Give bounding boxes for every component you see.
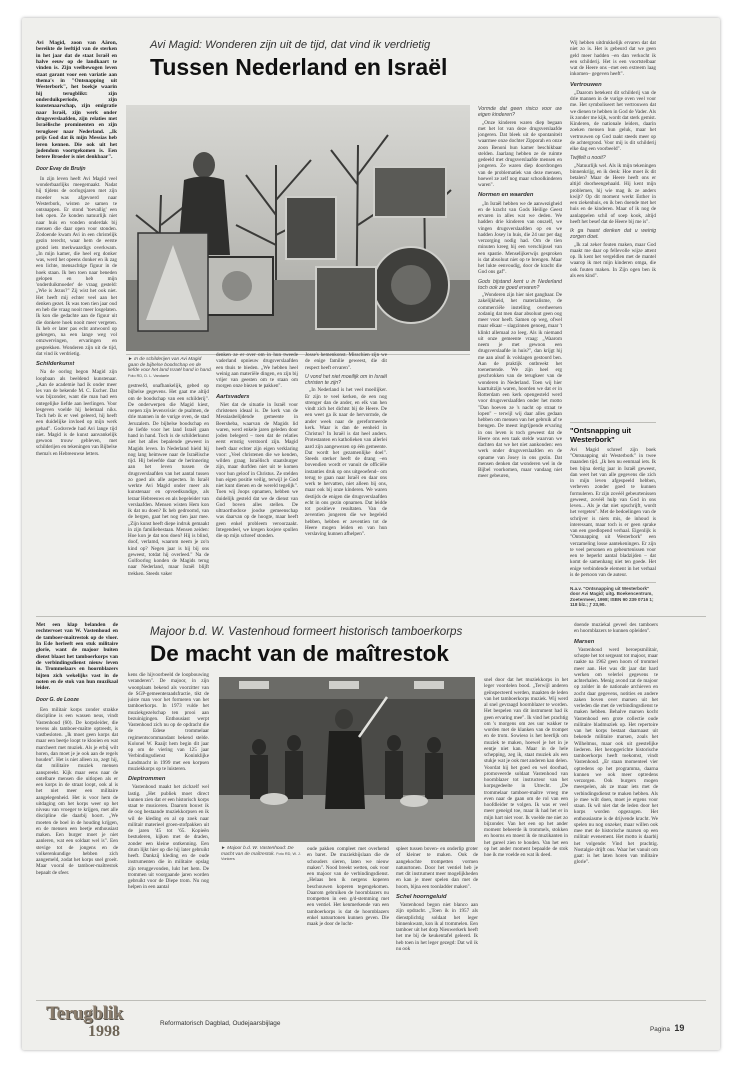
article1-col1-text: In zijn leven heeft Avi Magid veel wonderbaarlijks meegemaakt. Nadat hij tijdens de oorlogsjaren met zijn moeder was afgevoerd naar Westerbork, wisten ze samen te ontsnappen. Er stond 'toevallig' een hek open. Ze konden natuurlijk niet naar huis en vonden onderdak bij mensen die daar open voor stonden. Zodoende kwam Avi in een christelijk gezin terecht, waar hem de eerste grond iets merkwaardigs overkwam. „In mijn kamer, die heel erg donker was, werd het opeens donker en ik zag een lichte, mensachtige figuur in de hoek staan. Ik ben toen naar beneden gelopen en heb mijn 'onderduikmoeder' de vraag gesteld: „Wie is Jezus?" Zij wist het ook niet. Het heeft mij echter veel aan het denken gezet. Ik was toen tien jaar oud en heb die vraag nooit meer losgelaten. Ik kon die gedachte aan de figuur uit die donkere hoek nooit meer vergeten. Ik heb er later pas echt antwoord op gekregen, na een lange weg vol omzwervingen, ervaringen en gesprekken. Wonderen zijn uit de tijd, dat vind ik verdrietig. xyxy=(36,175,117,357)
photo-credit: Foto RD, W. J. Vonkers xyxy=(221,851,301,862)
article1-kicker: Avi Magid: Wonderen zijn uit de tijd, dat vind ik verdrietig xyxy=(150,39,431,51)
caption-text: Majoor b.d. W. Vastenhoud: De macht van de maîtrestok. xyxy=(221,846,294,857)
publication-name: Reformatorisch Dagblad, Oudejaarsbijlage xyxy=(160,1020,281,1027)
logo-year: 1998 xyxy=(88,1023,120,1040)
article1-col1-text2: Na de oorlog begon Magid zijn loopbaan als beeldend kunstenaar. „Aan de academie had ik onder meer les van de bekende M. C. Escher. Dat was bijzonder, want die man had een ontegelijke liefde aan leerlingen. Voor lesgeven voelde hij helemaal niks. Toch heb ik er veel geleerd, hij heeft een duidelijke invloed op mijn werk gehad". Godsvrede had Avi lange tijd niet. Magid is de kunst aanvankelijk gewoon trouw gebleven, met schilderijen en tekeningen van Bijbelse thema's en Hebreeuwse letters. xyxy=(36,369,117,457)
article-separator xyxy=(36,616,706,617)
article2-col6-text2: Vastenhoud werd beroepsmilitair, schopte het tot sergeant tot majoor, maar raakte na 1962 geen hoorn of trommel meer aan. Het was dit jaar dat hard werken om velerlei gegevens te achterhalen. Menig avond zat de majoor op zolder in de nationale archieven en zocht daar gegevens, notities en andere zaken boven over marsen uit het verleden die met de verbindingsdienst te maken hebben. Behalve marsen kocht Vastenhoud een grote collectie oude militaire bladmuziek op. Het repertoire van het korps bestaat daarnaast uit bekende militaire marsen, zoals het Wilhelmus, maar ook uit geestelijke liederen. Het heropgerichte historische tamboerkorps heeft toekomst, vindt Vastenhoud. „Er staan momenteel vier optredens op het programma, daarna kunnen we ook meer optredens verzorgen. Ook burgers mogen meespelen, als ze maar iets met de verbindingsdienst te maken hebben. Als je mee wilt doen, moet je ergens voor staan. Ik wil niet dat de leden door het korps worden opgezogen. Het enthousiasme is de drijvende kracht. We spelen nu nog onzeker, maar willen ook mee met de historische marsen op een militair evenement. Het motto is daarbij het volgende: Vind het prachtig. Nostalgie drijft ons. Waar het vanuit om gaat: is het laten horen van militaire glorie". xyxy=(574,646,658,866)
article2-col2-text2: Vastenhoud maakt het zichzelf wel lastig. „Het publiek moet direct kunnen zien dat er een historisch korps staat te musiceren. Daarom bouwt ik de oog bestaande muziekkorpsen en ik wil de kleding en al op zoek naar militair materieel groen-stofpakken uit de jaren '45 tot '65. Kopieën bestuderen, kijken met de draden, zonder een kleine ontkenning. Een drum lijkt hier op die hij later gebruikt heeft. Dankzij kleding en de oude instrumenten die in militaire opslag zijn teruggevonden, lukt het hem. De trommen uit voorgaande jaren worden gebruikt voor de Diepe trom. Nu nog helpen in een aantal xyxy=(128,784,209,891)
article2-col1 xyxy=(36,622,118,992)
article1-photo xyxy=(126,105,470,351)
caption-arrow-icon: ► xyxy=(221,846,228,851)
article1-col4-text: Josse's hemenkonst. Misschien zijn we de enige familie geweest, die dit respect heeft ervaren". xyxy=(305,352,387,371)
drum-corps-photo xyxy=(219,677,475,842)
article1-photo-caption xyxy=(128,357,212,379)
article1-col4 xyxy=(305,352,387,610)
article2-col3-text: oude pakken compleet met overhemd en baret. De muziekbijslaan die de schouders sieren, laten we nieuw maken". Nood breekt wetten, ook voor een majoor van de verbindingsdienst. „Helaas ben ik nergens koperen beschouwen koperen tegengekomen. Daarom gebruiken de hoornblazers nu trompetten in een g/d-stemming met een ventiel. Het kenmerkende van een tamboerkorps is dat de hoornblazers enkel natuurtonen kunnen geven. Die maak je door de lucht- xyxy=(307,846,389,927)
article1-col5-text2: „In Israël hebben we de aanwezigheid en de kracht van Gods Heilige Geest ervaren in alles wat we deden. We hadden drie kinderen van onszelf, we vingen drugsverslaafden op en we hadden Josey in huis, die 24 uur per dag verzorging nodig had. Om de tien minuten kreeg hij een verschijnsel van een spastie. Menselijkerwijs gesproken is dat absoluut niet op te brengen. Maar het lukte eenvoudig, door de kracht die God ons gaf". xyxy=(478,200,562,276)
article1-col2 xyxy=(128,383,209,610)
article2-col2 xyxy=(128,672,209,992)
article1-col5-question: Vormde dat geen risico voor uw eigen kinderen? xyxy=(478,106,562,119)
article1-col3-subhead: Aartsvaders xyxy=(216,393,250,400)
article2-col6-subhead: Marsen xyxy=(574,638,595,645)
page-label: Pagina xyxy=(650,1026,670,1033)
book-box-text: Avi Magid schreef zijn boek "Ontsnapping uit Westerbork" in twee maanden tijd. „Ik ben nu eenmaal iets. Ik ben bijna dertig jaar in Israël geweest, dan weet het van alle gegevens die zich in mijn leven afgespeeld hebben, verbeven zonder goed te kunnen formuleren. Er zijn zovéél gebeurtenissen geweest, zovéél hulp van God in ons leven... Als je dat niet opschrijft, wordt het vergeten". Met de bedoelingen van de schrijver is niets mis, de inhoud is interessant, maar toch is er geen sprake van een goedlopend verhaal. Eigenlijk is "Ontsnapping uit Westerbork" een verzameling losse aantekeningen. Er zijn te veel personen en gebeurtenissen voor een te beperkt aantal bladzijden – dat komt de samenhang niet ten goede. Het enige verbindende element in het verhaal is de persoon van de auteur. xyxy=(570,446,656,578)
article1-col5 xyxy=(478,106,562,610)
article2-col6 xyxy=(574,622,658,992)
article2-kicker: Majoor b.d. W. Vastenhoud formeert historisch tamboerkorps xyxy=(150,625,463,638)
article2-col4-text: spleet tussen boven- en onderlip groter of kleiner te maken. Ook de aangekochte trompetten vormen natuurtonen. Door het ventiel heb je met dit instrument meer mogelijkheden en kan je meer spelen dan met de hoorn, bijna een toonladder maken". xyxy=(396,846,478,890)
article1-col5-question2: Gods bijstand kent u in Nederland toch ook ze goed ervaren? xyxy=(478,278,562,291)
article1-col6-question: Twijfelt u nooit? xyxy=(570,155,606,162)
article1-col6-question2: Ik ga haast denken dat u weinig zorgen doet. xyxy=(570,228,656,241)
article1-lead-column xyxy=(36,40,117,610)
article2-col6-text: doende muziekal geveel des tamboers en hoornblazers te kunnen opleiden". xyxy=(574,622,658,635)
logo-text: Terugblik xyxy=(46,1003,123,1024)
article1-col5-text3: „Wonderen zijn hier niet gangbaar. De zakelijkheid, het materialisme, de commerciële instelling overheersen zodanig dat men daar absoluut geen oog meer voor heeft. Samen op weg, ofwel maar elkaar – slagzinnen genoeg, maar 't klinkt allemaal zo leeg. Als ik niemand uit onze gemeente vraag: „Waarom neem je met gewoon een drugsverslaafde in huis?", dan krijgt hij me aan alsof ik volslagen gestoord ben. Aan de praktijk ontbreekt het toenemende. We zijn heel erg geschrokken van de terugkeer van de wonderen in Nederland. Toen wij hier kaartuitzijn waren, hoorden we dat er in Rotterdam een kerk opengesteld werd voor drugsverslaafden onder het motto "Dan hoeven ze 's nacht op straat te lopen" – terwijl wij daar alles gedaan hebben om mensen van het gebruik af te brengen. De meest ingrijpende ervaring in ons leven is toch geweest dat de Heere ons een taak stelde waarvan we dachten dat we het niet aankonden: een werk onder drugsverslaafden en de opname van Josey in ons gezin. Dat mensen denken dat wonderen wel in de Bijbel voorkomen, maar vandaag niet meer gebeuren, xyxy=(478,292,562,480)
article2-photo-caption xyxy=(221,846,303,863)
article1-col3 xyxy=(216,352,298,610)
article1-col6-text2: „Daarom betekent dit schilderij van de drie mannen in de vurige oven veel voor me. Het symboliseert het vertrouwen dat we dienen te hebben in God de Vader. Als ik zonder me kijk, wordt dat sterk gemist. Kinderen, de nationale leiders, daarin zoeken mensen hun geluk, maar het vertrouwen op God raakt steeds meer op de achtergrond. Voor mij is dit schilderij elke dag een voorbeeld". xyxy=(570,89,656,152)
article1-col6-text3: „Natuurlijk wel. Als ik mijn tekeningen binnenkrijg, en ik denk: Hoe moet ik dit betalen? Maar de Heere heeft ons er altijd doorheengehaald. Hij kent mijn problemen, hij wie mag ik ze anders kwijt? Op dit moment werkt Esther in een ziekenhuis, en ik ben doende met het huis en de kinderen. Maar of ik nog de aanlappelen schil of soep kook, altijd heeft het besef dat de Heere bij me is". xyxy=(570,162,656,225)
article2-lead: Met een klap belanden de rechtervoet van W. Vastenhoud en de tamboer-maîtrestok op de vloer. In Ede herleeft een stuk militaire glorie, want de majoor buiten dienst blaast het tamboerkorps van de verbindingsdienst nieuw leven in. Trommelaars en hoornblazers bijten zich wekelijks vast in de noten en de stok van hun muzikaal leider. xyxy=(36,622,118,692)
article2-col5 xyxy=(484,677,568,992)
article1-col6-text4: „Ik zal zeker fouten maken, maar God maakt me daar op fellevolle wijze attent op. Ik kent het vergeldlen met de mantel waarop ik met mijn kinderen omga, die ook fouten maken. In Zijn ogen ben ik als een kind". xyxy=(570,241,656,279)
article2-col5-text: snel door dat het muziekkorps in het leger voordelen bood. „Terwijl anderen geïnspecteerd werden, maakten de leden van het tamboerkorps muziek. Wij werd al snel gevraagd hoornblazer te worden. Het bespelen van dit instrument had ik geen ervaring mee". Ik vind het prachtig om 's morgens om zes uur wakker te worden met de klanken van de trompet en de trom. Sowieso is het heerlijk om muziek te maken, hoewel je het in je eentje niet kan. Maar in de hele schepping, zeg ik, staat muziek als een stukje wat je ook met anderen kan delen. Voordat hij het goed en wel doorhad, promoveerde soldaat Vastenhoud van hoornblazer tot instructeur van het korpsgedeelte in Utrecht. „De trommelaar tamboer-maître vroeg me even naar de gaan om de rol van een hoofdleider te volgen. Ik was er veel meer geneigd toe, maar ik had het er in mijn hart niet voor. Ik voelde me niet zo bijzonder. Van het een op het ander moment beheerde ik trommels, stokken en hoorns en moest ik de muzikanten in het gareel zien te houden. Van het een op het ander moment bepaalde de stok hoe ik me voelde en wat ik deed. xyxy=(484,677,568,858)
page-number-value: 19 xyxy=(674,1023,685,1033)
article2-col4-text2: Vastenhoud begon niet blanco aan zijn opdracht. „Toen ik in 1957 als dienstplichtig soldaat het leger binnenkwam, kon ik al trommelen. Een tamboer uit het dorp Nieuwerkerk heeft het me bij de keukentafel geleerd. Ik heb toen in het leger gezegd: Dat wil ik nu ook xyxy=(396,902,478,952)
article1-col3-text2: Niet dat de situatie in Israël voor christenen ideaal is. De kerk van de Messiasbelijdende gemeente in Beersheba, waarvan de Magids lid waren, werd enkele jaren geleden door joden belegerd – toen dat de relaties eerst ernstig verstoord zijn. Magid heeft daar echter zijn eigen verklaring voor: „Veel christenen die we kenden, wilden graag Israëlisch staatsburger zijn, maar durfden niet uit te komen voor hun geloof in Christus. Ze stelden hun eigen positie veilig, terwijl je God niet kunt dienen en de wereld tegelijk". Toen wij Joops opnamen, hebben we duidelijk gesteld dat we de dienst van God boven alles stellen. De ultraorthodoxe joodse gemeenschap was daarvan op de hoogte, maar heeft geen enkel probleem veroorzaakt. Integendeel, we kregen kosjere spullen die op mijn schreef stonden. xyxy=(216,401,298,539)
book-box-note: N.a.v. "Ontsnapping uit Westerbork" door Avi Magid; uitg. Boekencentrum, Zoetermeer, 1998; ISBN 90 239 0716 1; 118 blz.; ƒ 23,90. xyxy=(570,585,654,608)
article1-col6-subhead: Vertrouwen xyxy=(570,81,602,88)
footer-rule xyxy=(36,1000,706,1001)
article1-byline: Door Evay de Bruijn xyxy=(36,165,86,172)
artist-with-paintings-photo xyxy=(126,105,470,351)
article2-byline: Door G. de Looze xyxy=(36,696,79,703)
book-box-headline: "Ontsnapping uit Westerbork" xyxy=(570,425,632,444)
article1-col1-subhead: Schilderkunst xyxy=(36,361,75,368)
box-top-rule xyxy=(570,422,656,423)
terugblik-logo xyxy=(46,1004,146,1044)
article2-col4 xyxy=(396,846,478,992)
article2-col3 xyxy=(307,846,389,992)
article2-col1-text: Een militair korps zonder strakke discipline is een wassen neus, vindt Vastenhoud (60). De korpsleider, die tevens als tamboer-maître optreedt, is vastbesloten. „Ik moet geen korps dat maar een beetje loopt te klooien en wat marcheert met muziek. Als je erbij wilt horen, dan moet je je ook aan de regels houden". Het is niet alleen zo, zegt hij, dat militaire muziek mensen aanspreekt. Kijk maar eens naar de ontelbare mensen die uitlopen als er een korps in de straat loopt, ook al is het niet meer een militaire aangelegenheid. Het is voor hem de uitdaging om het korps weer op het niveau van vroeger te krijgen, met alle discipline die daarbij hoort. „We moeten de boel in de houding krijgen, en de mensen een beetje enthousiast maken. Een burger moet je niet aanleren, wat een soldaat wel is". Een stevige tot de jongens en de volkerenkundige hebben zich aangemeld, zodat het korps snel groeit. Maar vooral de tamboer-maîtrestok bepaalt de sfeer. xyxy=(36,707,118,876)
book-box-body xyxy=(570,447,656,579)
book-info-box xyxy=(570,422,656,610)
article1-col5-text: „Onze kinderen waren diep begaan met het lot van deze drugsverslaafde jongeren. Dat bleek uit de spontaniteit waarmee onze dochter Zipporah en onze zoon Benoni hun kamer beschikbaar stelden. Jaarlang hebben ze de ruimte gedeeld met drugsverslaafde mensen en jongeren. Ze waren diep doordrongen van de problematiek van deze mensen, hoewel ze zelf nog maar schoolkinderen waren". xyxy=(478,119,562,188)
caption-arrow-icon: ► xyxy=(128,357,135,362)
newspaper-page xyxy=(22,18,720,1050)
article2-col4-subhead: Schel hoorngeluid xyxy=(396,893,447,900)
article1-col5-subhead: Normen en waarden xyxy=(478,192,534,199)
article1-lead: Avi Magid, zoon van Aäron, bereikte de leeftijd van de sterken in het jaar dat de staat Israël en halve eeuw op de landkaart te vinden is. Zijn veelbewogen leven staat garant voor een variatie aan thema's in "Ontsnapping uit Westerbork", het boekje waarin hij terugblikt: zijn onderduikperiode, zijn kunstenaarschap, zijn emigratie naar Israël, zijn werk onder drugsverslaafden, zijn relaties met Israëlische prominenten en zijn terugkeer naar Nederland. „Ik prijs God dat ik mijn Messias heb leren kennen. Die ook uit het jodendom voortgekomen is. Een betere Broeder is niet denkbaar". xyxy=(36,40,117,161)
article1-col4-question: U vond het niet moeilijk om in Israël christen te zijn? xyxy=(305,373,387,386)
article1-headline: Tussen Nederland en Israël xyxy=(150,54,448,80)
article2-col2-text: kens die hijvoorbeeld de loopbouwing veranderen". De majoor, in zijn woonplaats bekend als voorzitter van de SGP-gemeenteraadsfractie, tikt de juiste man voor het formeren van het tamboerkorps. In 1973 vulde het muziekgezelschap ten prooi aan bezuinigingen. Enthousiast werpt Vastenhoud zich nu op de opdracht die de Edese trommelaar regimentscommandant bekend stelde. Kolonel W. Raaijt hem begin dit jaar op om de viering van 125 jaar Verbindingsdienst Koninklijke Landmacht in 1999 met een korpsen muziekkorps op te luisteren. xyxy=(128,672,209,772)
article1-col4-text2: „In Nederland is het veel moeilijker. Er zijn te veel kerken, de een nog strenger dan de ander, en elk van hen vindt zich het dichtst bij de Heere. De een weet ga ik naar de hervormde, de ander week naar de gereformeerde kerk. Waar is dan de eenheid in Christus? In Israël is dat heel anders. Protestanten en katholieken van allerlei aard zijn aangewezen op één gemeente. Dat wordt het gezamenlijke doel". Steeds sterker heeft de drang –en bovendien wordt er vanuit de officiële instanties druk op ons uitgeoefend– om terug te gaan naar Israël en daar ons werk te hervatten, niet alleen bij ons, maar ook bij onze kinderen. We waren destijds de enigen die drugsverslaafden echt in ons gezin opnamen. Dat leidde tot positieve resultaten. Van de zeventien jongeren die we begeleid hebben, hebben er zeventien tot de Heere mogen leiden en van hun verslaving kunnen afhelpen". xyxy=(305,387,387,537)
article2-headline: De macht van de maîtrestok xyxy=(150,641,449,666)
box-mid-rule xyxy=(570,582,656,583)
article1-col6 xyxy=(570,40,656,430)
article1-photo-rule xyxy=(126,354,470,355)
article2-col2-subhead: Dieptrommen xyxy=(128,776,166,782)
article1-col3-text: denken ze er over om in hun tweede vaderland opnieuw drugsverslaafden een thuis te bieden. „We hebben heel weinig aan materiële dingen, en zijn bij vrijer van geesten om te staan om morgen onze biezen te pakken". xyxy=(216,352,298,390)
article1-col6-text: Wij hebben uitdrukkelijk ervaren dat dat niet zo is. Het is gebeurd dat we geen geld meer hadden –en dan verkocht ik een schilderij. Het is een voortstelbaar wat de Heere ons –met een extreem laag inkomen– gegeven heeft". xyxy=(570,40,656,78)
article2-photo xyxy=(219,677,475,842)
page-number xyxy=(650,1018,684,1036)
article1-col2-text: gestreefd, onafhankelijk, gebed op bijbelse gegevens. Het gaat me altijd om de boodschap van een schilderij". De onderwerpen die Magid kiest, roepen zijn levensvisie: de psalmen, de drie mannen in de vurige oven, de stad Jeruzalem. De bijbelse boodschap en de liefde voor het land Israël gaan hand in hand. Toch is de schilderkunst niet het alles bepalende geweest in Magids leven. In Nederland hield hij nog lang heimwee naar de Israëlische tijd. Hij beleefde daar de herinnering aan het leven tussen de drugsverslaafden van het aantal tussen zo goed als alle aspecten. In Israël werkte Avi Magid onder meer als kunstenaar en opvoedkundige, als leraar Hebreeuws en als begeleider van verslaafden. Mensen wisten Hem kon ik dat nu doen? Ik heb gedroomd, van de bergen, gaat het nog tien jaar mee. „Zijn kunst heeft diepe indruk gemaakt in zijn familiebestaan. Mensen zeiden: Hoe kon je dat nou doen? Hij is blind, doof, verlamd, waarom neem je zo'n kind op? Negen jaar is hij bij ons geweest, totdat hij overleed." Na de Golfoorlog konden de Magids terug naar Nederland, maar Israël blijft trekken. Steeds vaker xyxy=(128,383,209,577)
caption-text: In de schilderijen van Avi Magid gaan de bijbelse boodschap en de liefde voor het land Israël hand in hand. xyxy=(128,357,213,374)
photo-credit: Foto RD, D. L. Vandaele xyxy=(128,373,170,378)
